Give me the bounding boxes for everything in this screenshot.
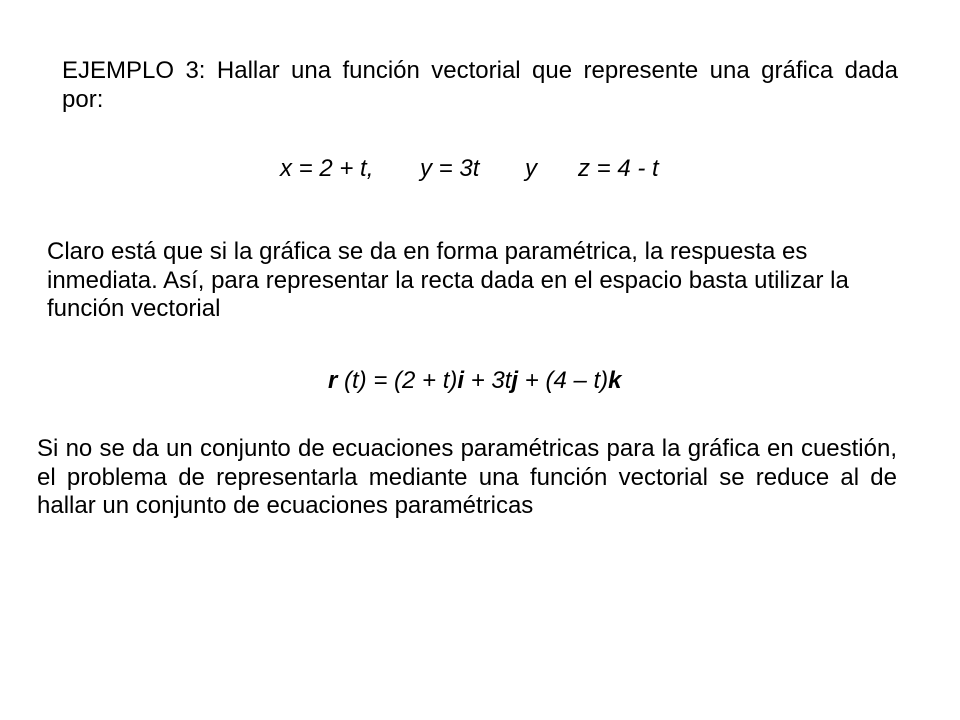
example-heading — [62, 57, 898, 114]
heading-line-1: EJEMPLO 3: Hallar una función vectorial que represente una gráfica dada — [62, 57, 898, 84]
formula-segment: + 3t — [464, 367, 512, 394]
explanation-paragraph — [47, 238, 849, 324]
explanation-line-3: función vectorial — [47, 295, 221, 323]
conclusion-line-3: hallar un conjunto de ecuaciones paramétricas — [37, 492, 534, 520]
conclusion-line-1: Si no se da un conjunto de ecuaciones paramétricas para la gráfica en cuestión, — [37, 435, 897, 462]
equation-conjunction: y — [525, 155, 537, 182]
formula-k: k — [608, 367, 622, 394]
conclusion-paragraph — [37, 435, 897, 521]
formula-segment: + (4 – t) — [518, 367, 609, 394]
explanation-line-2: inmediata. Así, para representar la recta dada en el espacio basta utilizar la — [47, 266, 849, 294]
parametric-equations — [0, 155, 960, 185]
formula-segment: (t) = (2 + t) — [337, 367, 458, 394]
formula-r: r — [328, 367, 338, 394]
equation-y: y = 3t — [420, 155, 480, 182]
heading-line-2: por: — [62, 85, 104, 113]
vector-function-formula — [328, 367, 622, 396]
equation-x: x = 2 + t, — [280, 155, 374, 182]
conclusion-line-2: el problema de representarla mediante una función vectorial se reduce al de — [37, 463, 897, 491]
formula-i: i — [457, 367, 465, 394]
explanation-line-1: Claro está que si la gráfica se da en forma paramétrica, la respuesta es — [47, 238, 808, 265]
equation-z: z = 4 - t — [578, 155, 659, 182]
formula-j: j — [511, 367, 519, 394]
